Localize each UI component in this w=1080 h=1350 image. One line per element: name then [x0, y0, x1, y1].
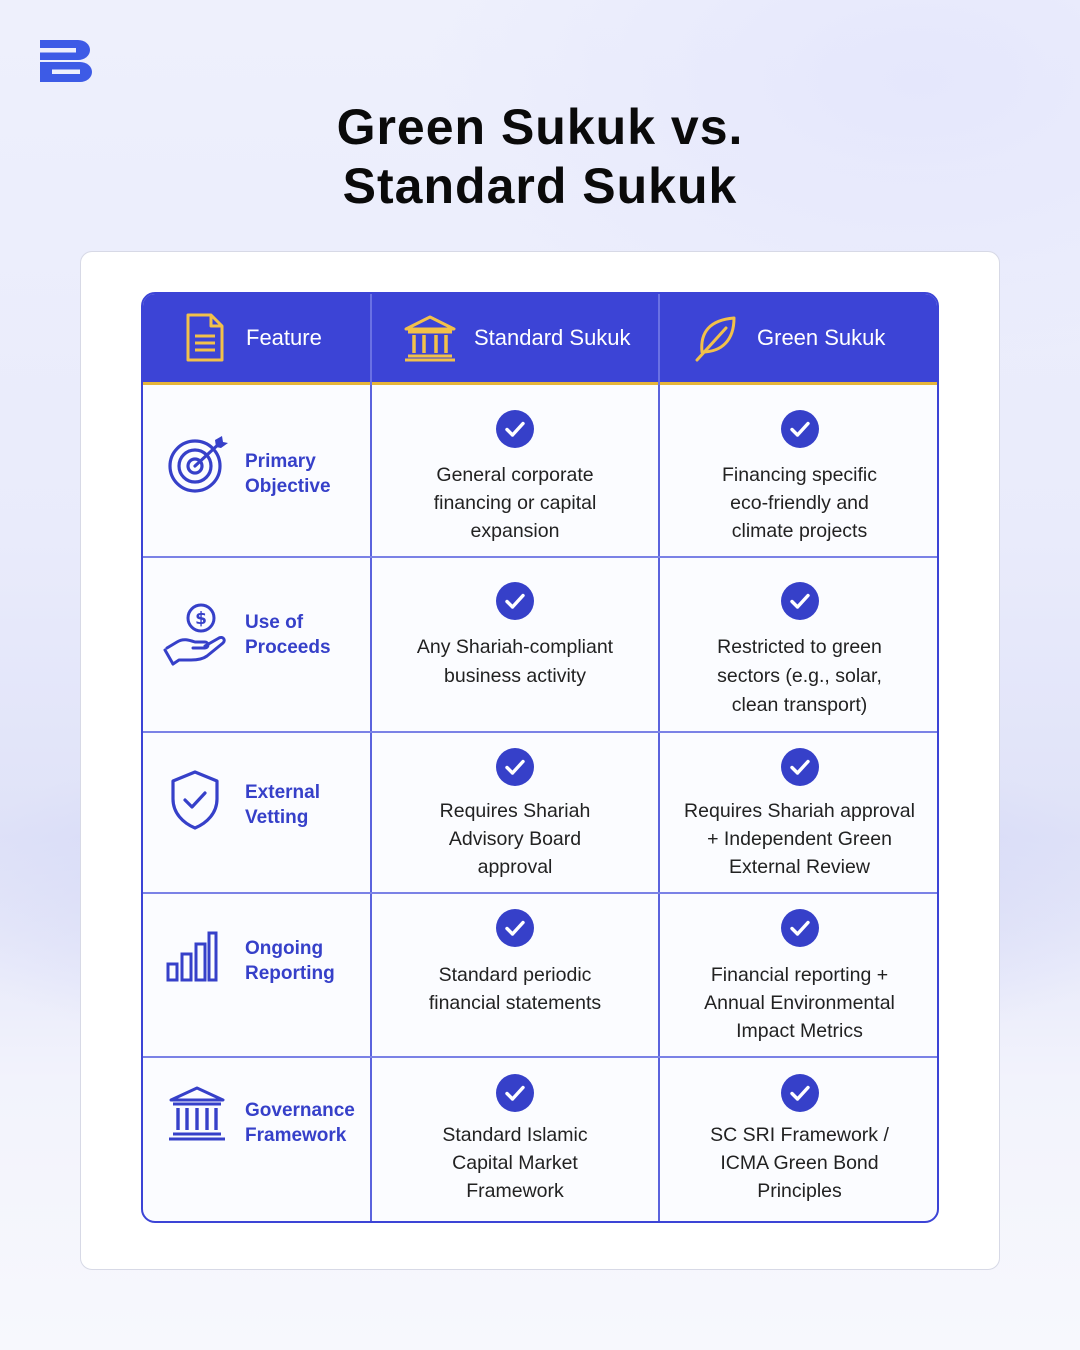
green-value: SC SRI Framework / ICMA Green Bond Principles	[710, 1124, 889, 1202]
feature-label-line1: Governance	[245, 1100, 355, 1121]
document-icon	[183, 312, 227, 364]
check-circle-icon	[781, 909, 819, 947]
feature-label-line1: Primary	[245, 451, 316, 472]
feature-cell	[143, 894, 371, 1056]
standard-value: Requires Shariah Advisory Board approval	[439, 800, 591, 878]
feature-label-line2: Reporting	[245, 963, 335, 984]
feature-cell	[143, 386, 371, 556]
table-row	[143, 386, 937, 556]
target-icon	[165, 434, 231, 494]
bank-icon	[402, 313, 458, 363]
header-green-sukuk-label: Green Sukuk	[757, 325, 886, 350]
header-green-sukuk	[694, 294, 934, 382]
check-circle-icon	[496, 748, 534, 786]
table-row	[143, 894, 937, 1056]
check-circle-icon	[781, 748, 819, 786]
page-title-line2: Standard Sukuk	[342, 158, 738, 214]
check-circle-icon	[781, 582, 819, 620]
standard-cell	[372, 894, 658, 1056]
feature-cell	[143, 1058, 371, 1223]
feature-label	[245, 449, 365, 499]
brand-logo-icon	[38, 40, 92, 82]
standard-value: General corporate financing or capital expansion	[433, 464, 597, 542]
standard-cell	[372, 558, 658, 731]
feature-label	[245, 780, 365, 830]
header-standard-sukuk	[402, 294, 682, 382]
header-standard-sukuk-label: Standard Sukuk	[474, 325, 631, 350]
page-title-line1: Green Sukuk vs.	[336, 99, 744, 155]
feature-label-line2: Framework	[245, 1125, 347, 1146]
standard-value: Any Shariah-compliant business activity	[416, 636, 614, 687]
page-title	[0, 98, 1080, 216]
green-cell	[660, 386, 939, 556]
header-divider	[370, 294, 372, 385]
svg-text:$: $	[195, 609, 207, 629]
feature-cell	[143, 558, 371, 731]
green-cell	[660, 558, 939, 731]
feature-label	[245, 936, 365, 986]
check-circle-icon	[781, 410, 819, 448]
feature-label-line2: Vetting	[245, 807, 309, 828]
check-circle-icon	[496, 582, 534, 620]
money-hand-icon	[163, 602, 227, 666]
feature-label	[245, 610, 365, 660]
table-row	[143, 558, 937, 731]
check-circle-icon	[496, 410, 534, 448]
green-cell	[660, 733, 939, 892]
green-value: Requires Shariah approval + Independent Green External Review	[684, 800, 915, 878]
bar-chart-icon	[165, 930, 219, 984]
table-header	[143, 294, 937, 385]
green-value: Financial reporting + Annual Environmental Impact Metrics	[704, 964, 895, 1042]
feature-label-line2: Proceeds	[245, 637, 331, 658]
institution-icon	[167, 1084, 227, 1144]
feature-label-line1: Use of	[245, 612, 304, 633]
table-row	[143, 733, 937, 892]
leaf-icon	[694, 314, 740, 362]
check-circle-icon	[496, 909, 534, 947]
green-value: Restricted to green sectors (e.g., solar, clean transport)	[717, 636, 882, 716]
check-circle-icon	[781, 1074, 819, 1112]
standard-value: Standard Islamic Capital Market Framework	[442, 1124, 588, 1202]
standard-cell	[372, 1058, 658, 1223]
header-feature	[183, 294, 363, 382]
comparison-table	[141, 292, 939, 1223]
feature-cell	[143, 733, 371, 892]
green-cell	[660, 1058, 939, 1223]
standard-cell	[372, 386, 658, 556]
feature-label-line2: Objective	[245, 476, 331, 497]
header-feature-label: Feature	[246, 325, 322, 350]
shield-check-icon	[169, 769, 221, 831]
header-divider	[658, 294, 660, 385]
table-row	[143, 1058, 937, 1223]
check-circle-icon	[496, 1074, 534, 1112]
standard-cell	[372, 733, 658, 892]
feature-label-line1: External	[245, 782, 320, 803]
green-cell	[660, 894, 939, 1056]
feature-label	[245, 1098, 369, 1148]
green-value: Financing specific eco-friendly and climate projects	[722, 464, 877, 542]
standard-value: Standard periodic financial statements	[428, 964, 602, 1014]
feature-label-line1: Ongoing	[245, 938, 324, 959]
